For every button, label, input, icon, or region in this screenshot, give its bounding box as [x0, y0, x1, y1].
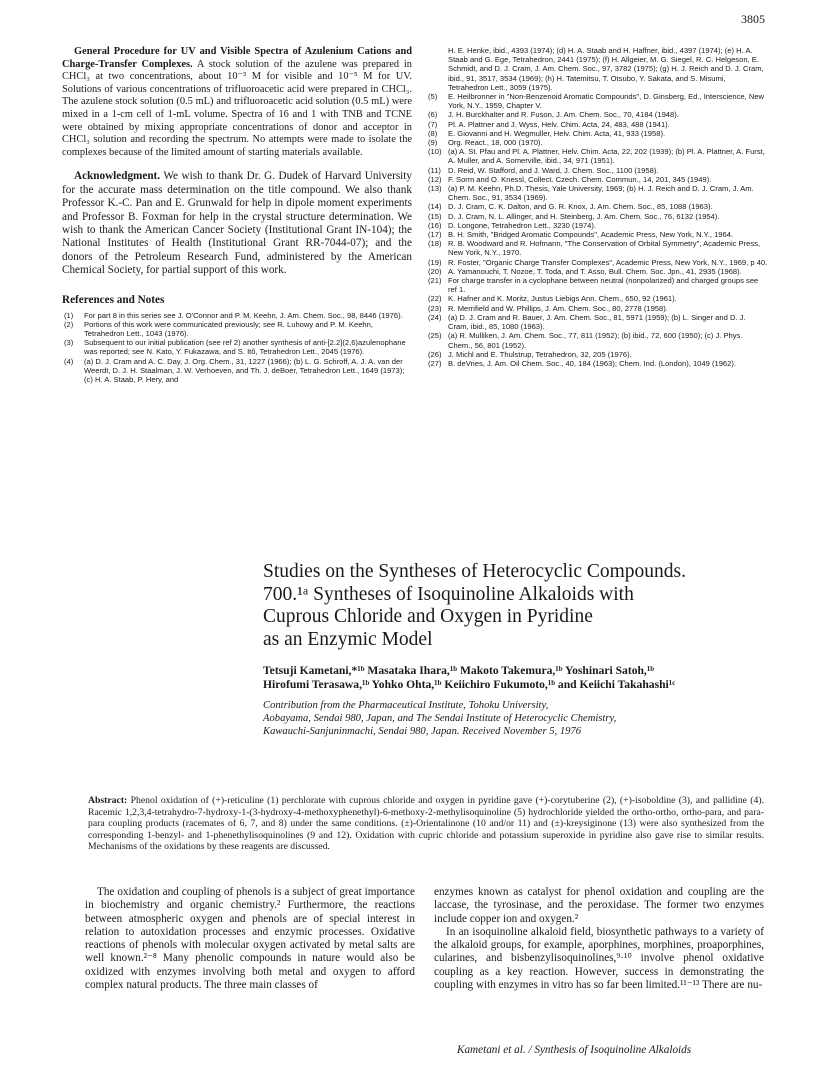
- article-header: [263, 561, 763, 738]
- reference-text: J. H. Burckhalter and R. Fuson, J. Am. Chem. Soc., 70, 4184 (1948).: [448, 110, 679, 120]
- reference-number: (19): [428, 257, 442, 267]
- authors-line: Hirofumi Terasawa,¹ᵇ Yohko Ohta,¹ᵇ Keiichiro Fukumoto,¹ᵇ and Keiichi Takahashi¹ᶜ: [263, 678, 676, 691]
- reference-item: [426, 221, 768, 230]
- reference-text: (a) P. M. Keehn, Ph.D. Thesis, Yale University, 1969; (b) H. J. Reich and D. J. Cram, J. Am. Chem. Soc., 91, 3534 (1969).: [448, 184, 754, 203]
- reference-text: B. deVries, J. Am. Oil Chem. Soc., 40, 184 (1963); Chem. Ind. (London), 1049 (1962).: [448, 358, 737, 368]
- reference-text: (a) A. St. Pfau and Pl. A. Plattner, Helv. Chim. Acta, 22, 202 (1939); (b) Pl. A. Plattner, A. Furst, A. Muller, and A. Somerville, ibid., 34, 971 (1951).: [448, 147, 765, 166]
- reference-number: (9): [428, 138, 438, 148]
- reference-item: [426, 184, 768, 202]
- body-paragraph: The oxidation and coupling of phenols is a subject of great importance in biochemistry and organic chemistry.² Furthermore, the reactions between atmospheric oxygen and phenols are of special interest in relation to autoxidation processes and enzymic processes. Oxidative reactions of phenols with molecular oxygen activated by metal salts are well known.²⁻⁸ Many phenolic compounds in nature would also be oxidized with enzymes involving both metal and oxygen to afford complex natural products. The three main classes of: [85, 886, 415, 992]
- procedure-heading: General Procedure for UV and Visible Spectra of Azulenium Cations and Charge-Transfer Complexes.: [62, 46, 412, 70]
- reference-text: For charge transfer in a cyclophane between neutral (nonpolarized) and charged groups see ref 1.: [448, 276, 759, 295]
- reference-number: (6): [428, 110, 438, 120]
- reference-text: D. J. Cram, C. K. Dalton, and G. R. Knox, J. Am. Chem. Soc., 85, 1088 (1963).: [448, 202, 713, 212]
- title-line: Studies on the Syntheses of Heterocyclic Compounds.: [263, 561, 686, 582]
- reference-continuation: H. E. Henke, ibid., 4393 (1974); (d) H. A. Staab and H. Haffner, ibid., 4397 (1974); (e) H. A. Staab and G. Ege, Tetrahedron, 2441 (1975); (f) H. Allgeier, M. G. Siegel, R. C. Helgeson, E. Schmidt, and D. J. Cram, J. Am. Chem. Soc., 97, 3782 (1975); (g) H. J. Reich and D. J. Cram, ibid., 91, 3517, 3534 (1969); (h) H. Tatemitsu, T. Otsubo, Y. Sakata, and S. Misumi, Tetrahedron Lett., 3059 (1975).: [448, 46, 764, 92]
- abstract-text: Phenol oxidation of (+)-reticuline (1) perchlorate with cuprous chloride and oxygen in pyridine gave (+)-corytuberine (2), (+)-isoboldine (3), and pallidine (4). Racemic 1,2,3,4-tetrahydro-7-hydroxy-1-(3-hydroxy-4-methoxyphenethyl)-6-methoxy-2-methylisoquinoline (5) hydrochloride yielded the ortho-ortho, ortho-para, and para-para coupling products (racemates of 6, 7, and 8) under the same conditions. (±)-Orientalinone (10 and/or 11) and (±)-kreysiginone (13) were also synthesized from the corresponding 1-benzyl- and 1-phenethylisoquinolines (9 and 12). Oxidation with cupric chloride and potassium superoxide in pyridine also gave rise to similar results. Mechanisms of the oxidations by these reagents are discussed.: [88, 795, 764, 853]
- reference-item: [426, 120, 768, 129]
- procedure-text: A stock solution of the azulene was prepared in CHCl₃ at two concentrations, about 10⁻³ M for visible and 10⁻⁵ M for UV. Solutions of various concentrations of trifluoroacetic acid were prepared in CHCl₃. The azulene stock solution (0.5 mL) and trifluoroacetic acid solution (0.5 mL) were mixed in a 1-cm cell of 1-mL volume. Spectra of 16 and 1 with TNB and TCNE were obtained by mixing appropriate concentrations of donor and acceptor in CHCl₃ solution and recording the spectrum. No attempts were made to isolate the complexes because of the limited amount of starting materials available.: [62, 58, 412, 158]
- reference-text: Org. React., 18, 000 (1970).: [448, 138, 543, 148]
- reference-item: [426, 110, 768, 119]
- reference-item: [426, 258, 768, 267]
- affiliation: [263, 699, 763, 738]
- reference-item: [426, 202, 768, 211]
- reference-number: (4): [64, 356, 74, 366]
- reference-text: F. Sorm and O. Knessl, Collect. Czech. Chem. Commun., 14, 201, 345 (1949).: [448, 174, 712, 184]
- running-footer: Kametani et al. / Synthesis of Isoquinoline Alkaloids: [457, 1044, 692, 1056]
- reference-text: Portions of this work were communicated previously; see R. Luhowy and P. M. Keehn, Tetrahedron Lett., 1043 (1976).: [84, 319, 373, 338]
- body-column-left: [85, 886, 415, 992]
- authors-line: Tetsuji Kametani,*¹ᵇ Masataka Ihara,¹ᵇ Makoto Takemura,¹ᵇ Yoshinari Satoh,¹ᵇ: [263, 664, 655, 677]
- reference-number: (13): [428, 184, 442, 194]
- reference-number: (3): [64, 338, 74, 348]
- reference-item: [426, 294, 768, 303]
- reference-item: [62, 338, 412, 356]
- title-line: as an Enzymic Model: [263, 628, 433, 650]
- reference-text: R. Merrifield and W. Phillips, J. Am. Chem. Soc., 80, 2778 (1958).: [448, 303, 668, 313]
- affiliation-line: Aobayama, Sendai 980, Japan, and The Sendai Institute of Heterocyclic Chemistry,: [263, 713, 617, 724]
- reference-text: K. Hafner and K. Moritz, Justus Liebigs Ann. Chem., 650, 92 (1961).: [448, 294, 677, 304]
- reference-item: [426, 313, 768, 331]
- acknowledgment-text: We wish to thank Dr. G. Dudek of Harvard University for the accurate mass determination on the title compound. We also thank Professor K.-C. Pan and E. Grunwald for help in dipole moment experiments and Professor B. Foxman for help in the crystal structure determination. We wish to thank the American Cancer Society (Institutional Grant IN-104); the National Institutes of Health (Institutional Grant RR-7044-07); and the donors of the Petroleum Research Fund, administered by the American Chemical Society, for partial support of this work.: [62, 170, 412, 277]
- body-paragraph: enzymes known as catalyst for phenol oxidation and coupling are the laccase, the tyrosinase, and the peroxidase. The former two enzymes include copper ion and oxygen.²: [434, 886, 764, 925]
- body-column-right: [434, 886, 764, 992]
- reference-text: (a) D. J. Cram and R. Bauer, J. Am. Chem. Soc., 81, 5971 (1959); (b) L. Singer and D. J. Cram, ibid., 85, 1080 (1963).: [448, 312, 746, 332]
- reference-item: [62, 320, 412, 338]
- abstract-heading: Abstract:: [88, 795, 128, 806]
- affiliation-line: Kawauchi-Sanjuninmachi, Sendai 980, Japan. Received November 5, 1976: [263, 726, 582, 737]
- reference-item: [62, 311, 412, 320]
- reference-text: For part 8 in this series see J. O'Connor and P. M. Keehn, J. Am. Chem. Soc., 98, 8446 (1976).: [84, 310, 403, 320]
- references-list-left: [62, 311, 412, 385]
- reference-number: (22): [428, 294, 442, 304]
- reference-number: (17): [428, 230, 442, 240]
- reference-number: (10): [428, 147, 442, 157]
- reference-number: (27): [428, 358, 442, 368]
- reference-item: [426, 212, 768, 221]
- reference-number: (8): [428, 128, 438, 138]
- author-list: [263, 664, 763, 692]
- reference-text: R. B. Woodward and R. Hofmann, "The Conservation of Orbital Symmetry", Academic Press, New York, N.Y., 1970.: [448, 239, 761, 258]
- reference-text: D. Longone, Tetrahedron Lett., 3230 (1974).: [448, 220, 597, 230]
- page-number: 3805: [741, 12, 765, 26]
- reference-item: [426, 267, 768, 276]
- reference-item: [426, 230, 768, 239]
- reference-number: (15): [428, 211, 442, 221]
- reference-number: (16): [428, 220, 442, 230]
- reference-number: (1): [64, 310, 74, 320]
- procedure-paragraph: [62, 46, 412, 159]
- reference-text: Pl. A. Plattner and J. Wyss, Helv. Chim. Acta, 24, 483, 488 (1941).: [448, 119, 670, 129]
- reference-text: (a) D. J. Cram and A. C. Day, J. Org. Chem., 31, 1227 (1966); (b) L. G. Schroff, A. J. A. van der Weerdt, D. J. H. Staalman, J. W. Verhoeven, and Th. J. deBoer, Tetrahedron Lett., 1649 (1973); (c) H. A. Staab, P. Hery, and: [84, 356, 405, 385]
- reference-item: [426, 166, 768, 175]
- left-column: [62, 46, 412, 384]
- references-heading: References and Notes: [62, 293, 165, 306]
- reference-number: (20): [428, 266, 442, 276]
- acknowledgment-heading: Acknowledgment.: [74, 170, 161, 183]
- reference-number: (2): [64, 319, 74, 329]
- reference-number: (25): [428, 331, 442, 341]
- abstract: [88, 795, 764, 853]
- title-line: 700.¹ᵃ Syntheses of Isoquinoline Alkaloids with: [263, 583, 634, 605]
- right-column: [426, 46, 768, 368]
- reference-number: (7): [428, 119, 438, 129]
- title-line: Cuprous Chloride and Oxygen in Pyridine: [263, 606, 593, 627]
- reference-number: (5): [428, 92, 438, 102]
- reference-number: (24): [428, 312, 442, 322]
- references-list-right: [426, 92, 768, 368]
- article-title: [263, 561, 763, 651]
- reference-text: D. J. Cram, N. L. Allinger, and H. Steinberg, J. Am. Chem. Soc., 76, 6132 (1954).: [448, 211, 720, 221]
- reference-text: E. Heilbronner in "Non-Benzenoid Aromatic Compounds", D. Ginsberg, Ed., Interscience, New York, N.Y., 1959, Chapter V.: [448, 92, 765, 111]
- reference-item: [426, 129, 768, 138]
- reference-text: Subsequent to our initial publication (see ref 2) another synthesis of anti-[2.2](2,6)azulenophane was reported; see N. Kato, Y. Fukazawa, and S. Itô, Tetrahedron Lett., 2045 (1976).: [84, 338, 406, 357]
- reference-number: (12): [428, 174, 442, 184]
- reference-item: [426, 239, 768, 257]
- reference-number: (14): [428, 202, 442, 212]
- reference-item: [426, 276, 768, 294]
- reference-item: [426, 92, 768, 110]
- reference-text: J. Michl and E. Thulstrup, Tetrahedron, 32, 205 (1976).: [448, 349, 632, 359]
- reference-item: [62, 357, 412, 385]
- reference-text: B. H. Smith, "Bridged Aromatic Compounds", Academic Press, New York, N.Y., 1964.: [448, 230, 734, 240]
- reference-item: [426, 175, 768, 184]
- body-paragraph: In an isoquinoline alkaloid field, biosynthetic pathways to a variety of the alkaloid groups, for example, aporphines, morphines, proaporphines, cularines, and bisbenzylisoquinolines,⁹·¹⁰ involve phenol oxidative coupling as a key reaction. However, success in demonstrating the coupling with enzymes in vitro has so far been limited.¹¹⁻¹³ There are nu-: [434, 925, 764, 992]
- affiliation-line: Contribution from the Pharmaceutical Institute, Tohoku University,: [263, 700, 549, 711]
- reference-item: [426, 331, 768, 349]
- reference-item: [426, 138, 768, 147]
- reference-text: R. Foster, "Organic Charge Transfer Complexes", Academic Press, New York, N.Y., 1969, p 40.: [448, 257, 768, 267]
- reference-text: D. Reid, W. Stafford, and J. Ward, J. Chem. Soc., 1100 (1958).: [448, 165, 659, 175]
- reference-item: [426, 359, 768, 368]
- reference-number: (26): [428, 349, 442, 359]
- reference-text: E. Giovanni and H. Wegmuller, Helv. Chim. Acta, 41, 933 (1958).: [448, 128, 666, 138]
- reference-number: (11): [428, 165, 441, 175]
- acknowledgment-paragraph: [62, 170, 412, 277]
- reference-item: [426, 304, 768, 313]
- reference-item: [426, 147, 768, 165]
- reference-item: [426, 350, 768, 359]
- reference-text: A. Yamanouchi, T. Nozoe, T. Toda, and T. Asso, Bull. Chem. Soc. Jpn., 41, 2935 (1968).: [448, 266, 742, 276]
- reference-number: (23): [428, 303, 442, 313]
- reference-number: (21): [428, 276, 442, 286]
- reference-text: (a) R. Mulliken, J. Am. Chem. Soc., 77, 811 (1952); (b) ibid., 72, 600 (1950); (c) J. Phys. Chem., 56, 801 (1952).: [448, 331, 743, 350]
- reference-number: (18): [428, 239, 442, 249]
